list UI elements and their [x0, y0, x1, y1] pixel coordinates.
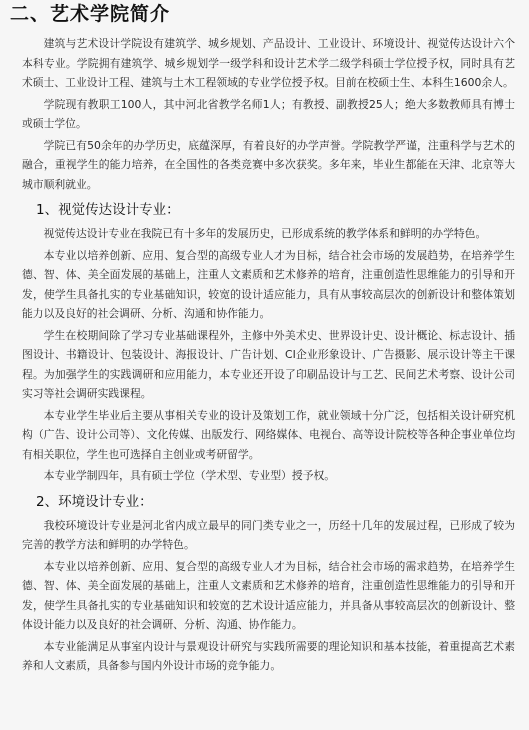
- section2-paragraph: 本专业以培养创新、应用、复合型的高级专业人才为目标，结合社会市场的需求趋势，在培养学生德、智、体、美全面发展的基础上，注重人文素质和艺术修养的培育，注重创造性思维能力的引导和开发，使学生具备扎实的专业基础知识和较宽的艺术设计适应能力，并具备从事较高层次的创新设计、整体设计能力以及良好的社会调研、分析、沟通、协作能力。: [22, 559, 515, 631]
- section2-paragraph: 我校环境设计专业是河北省内成立最早的同门类专业之一，历经十几年的发展过程，已形成了较为完善的教学方法和鲜明的办学特色。: [22, 518, 515, 551]
- section-heading-environmental-design: 2、环境设计专业：: [36, 493, 153, 510]
- intro-paragraph: 建筑与艺术设计学院设有建筑学、城乡规划、产品设计、工业设计、环境设计、视觉传达设计六个本科专业。学院拥有建筑学、城乡规划学一级学科和设计艺术学二级学科硕士学位授予权，同时具有艺术硕士、工业设计工程、建筑与土木工程领域的专业学位授予权。目前在校硕士生、本科生1600余人。: [22, 37, 515, 89]
- section1-paragraph: 学生在校期间除了学习专业基础课程外，主修中外美术史、世界设计史、设计概论、标志设计、插图设计、书籍设计、包装设计、海报设计、广告计划、CI企业形象设计、广告摄影、展示设计等主干课程。为加强学生的实践调研和应用能力，本专业还开设了印刷品设计与工艺、民间艺术考察、设计公司实习等社会调研实践课程。: [22, 328, 515, 400]
- section1-paragraph: 本专业以培养创新、应用、复合型的高级专业人才为目标，结合社会市场的发展趋势，在培养学生德、智、体、美全面发展的基础上，注重人文素质和艺术修养的培育，注重创造性思维能力的引导和开发，使学生具备扎实的专业基础知识，较宽的设计适应能力，具有从事较高层次的创新设计和整体策划能力以及良好的社会调研、分析、沟通和协作能力。: [22, 248, 515, 320]
- section2-paragraph: 本专业能满足从事室内设计与景观设计研究与实践所需要的理论知识和基本技能，着重提高艺术素养和人文素质，具备参与国内外设计市场的竞争能力。: [22, 639, 515, 672]
- intro-paragraph: 学院已有50余年的办学历史，底蕴深厚，有着良好的办学声誉。学院教学严谨，注重科学与艺术的融合，重视学生的能力培养，在全国性的各类竞赛中多次获奖。多年来，毕业生都能在天津、北京等大城市顺利就业。: [22, 138, 515, 191]
- section1-paragraph: 本专业学制四年，具有硕士学位（学术型、专业型）授予权。: [43, 469, 336, 482]
- section1-paragraph: 视觉传达设计专业在我院已有十多年的发展历史，已形成系统的教学体系和鲜明的办学特色。: [43, 227, 487, 240]
- section1-paragraph: 本专业学生毕业后主要从事相关专业的设计及策划工作，就业领域十分广泛，包括相关设计研究机构（广告、设计公司等）、文化传媒、出版发行、网络媒体、电视台、高等设计院校等各种企事业单位均有相关职位，学生也可选择自主创业或考研留学。: [22, 408, 515, 461]
- section-heading-visual-communication: 1、视觉传达设计专业：: [36, 202, 180, 218]
- intro-paragraph: 学院现有教职工100人，其中河北省教学名师1人；有教授、副教授25人；绝大多数教师具有博士或硕士学位。: [22, 97, 515, 130]
- page-title: 二、艺术学院简介: [10, 3, 171, 25]
